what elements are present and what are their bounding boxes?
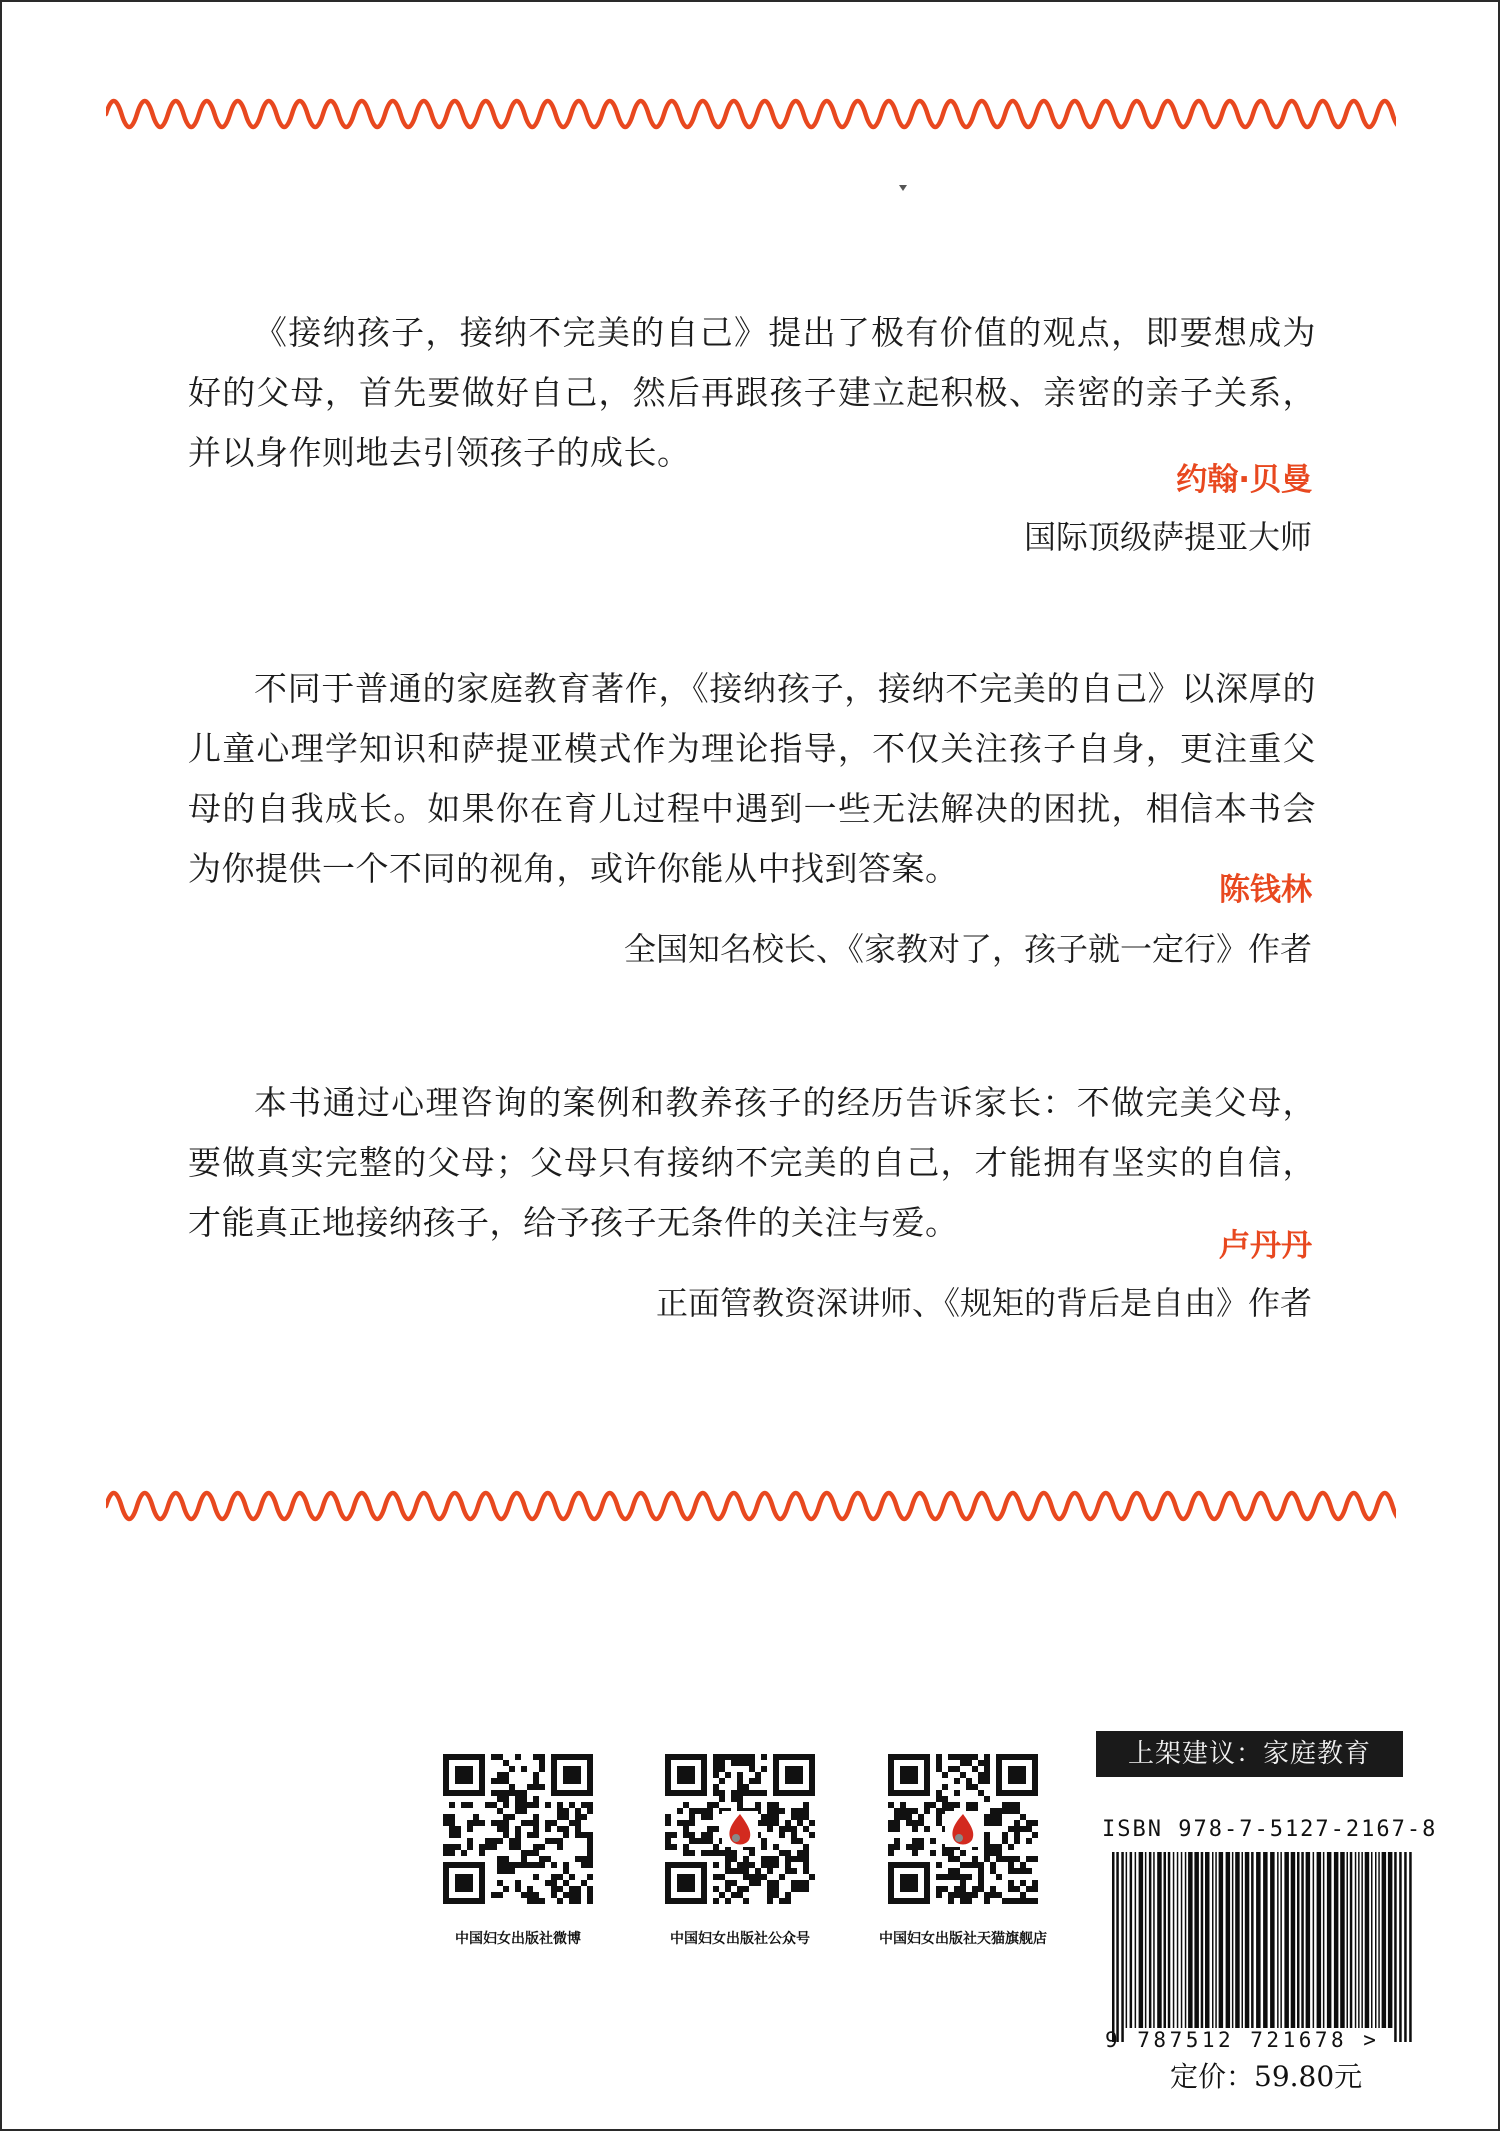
barcode-digits: 9 787512 721678 >: [1105, 2028, 1380, 2052]
qr-code-icon: [888, 1754, 1038, 1904]
qr-wechat-official[interactable]: [645, 1754, 835, 1948]
isbn-number: ISBN 978-7-5127-2167-8: [1102, 1817, 1438, 1842]
endorsement-quote-2: 不同于普通的家庭教育著作，《接纳孩子，接纳不完美的自己》以深厚的儿童心理学知识和萨提亚模式作为理论指导，不仅关注孩子自身，更注重父母的自我成长。如果你在育儿过程中遇到一些无法解决的困扰，相信本书会为你提供一个不同的视角，或许你能从中找到答案。: [188, 669, 1316, 888]
print-mark: [899, 176, 907, 182]
endorsement-quote-1: 《接纳孩子，接纳不完美的自己》提出了极有价值的观点，即要想成为好的父母，首先要做好自己，然后再跟孩子建立起积极、亲密的亲子关系，并以身作则地去引领孩子的成长。: [188, 313, 1316, 472]
qr-code-icon: [443, 1754, 593, 1904]
endorsement-author-1: 约翰·贝曼: [1176, 462, 1312, 498]
qr-tmall-store[interactable]: [868, 1754, 1058, 1948]
endorsement-credential-3: 正面管教资深讲师、《规矩的背后是自由》作者: [655, 1284, 1312, 1322]
endorsement-credential-2: 全国知名校长、《家教对了，孩子就一定行》作者: [623, 930, 1312, 968]
bottom-wave-divider: [106, 1488, 1396, 1524]
endorsement-credential-1: 国际顶级萨提亚大师: [1023, 518, 1312, 556]
barcode: [1112, 1852, 1412, 2042]
qr-weibo[interactable]: [423, 1754, 613, 1948]
shelf-category-label: 上架建议：家庭教育: [1096, 1731, 1403, 1777]
endorsement-author-3: 卢丹丹: [1219, 1228, 1312, 1264]
endorsement-author-2: 陈钱林: [1219, 872, 1312, 908]
qr-caption-weibo: 中国妇女出版社微博: [455, 1931, 581, 1947]
top-wave-divider: [106, 96, 1396, 132]
endorsement-quote-3: 本书通过心理咨询的案例和教养孩子的经历告诉家长：不做完美父母，要做真实完整的父母；父母只有接纳不完美的自己，才能拥有坚实的自信，才能真正地接纳孩子，给予孩子无条件的关注与爱。: [188, 1083, 1316, 1242]
price-label: 定价：59.80元: [1170, 2060, 1363, 2093]
qr-caption-wechat: 中国妇女出版社公众号: [670, 1931, 810, 1947]
qr-caption-tmall: 中国妇女出版社天猫旗舰店: [879, 1931, 1047, 1947]
qr-code-icon: [665, 1754, 815, 1904]
